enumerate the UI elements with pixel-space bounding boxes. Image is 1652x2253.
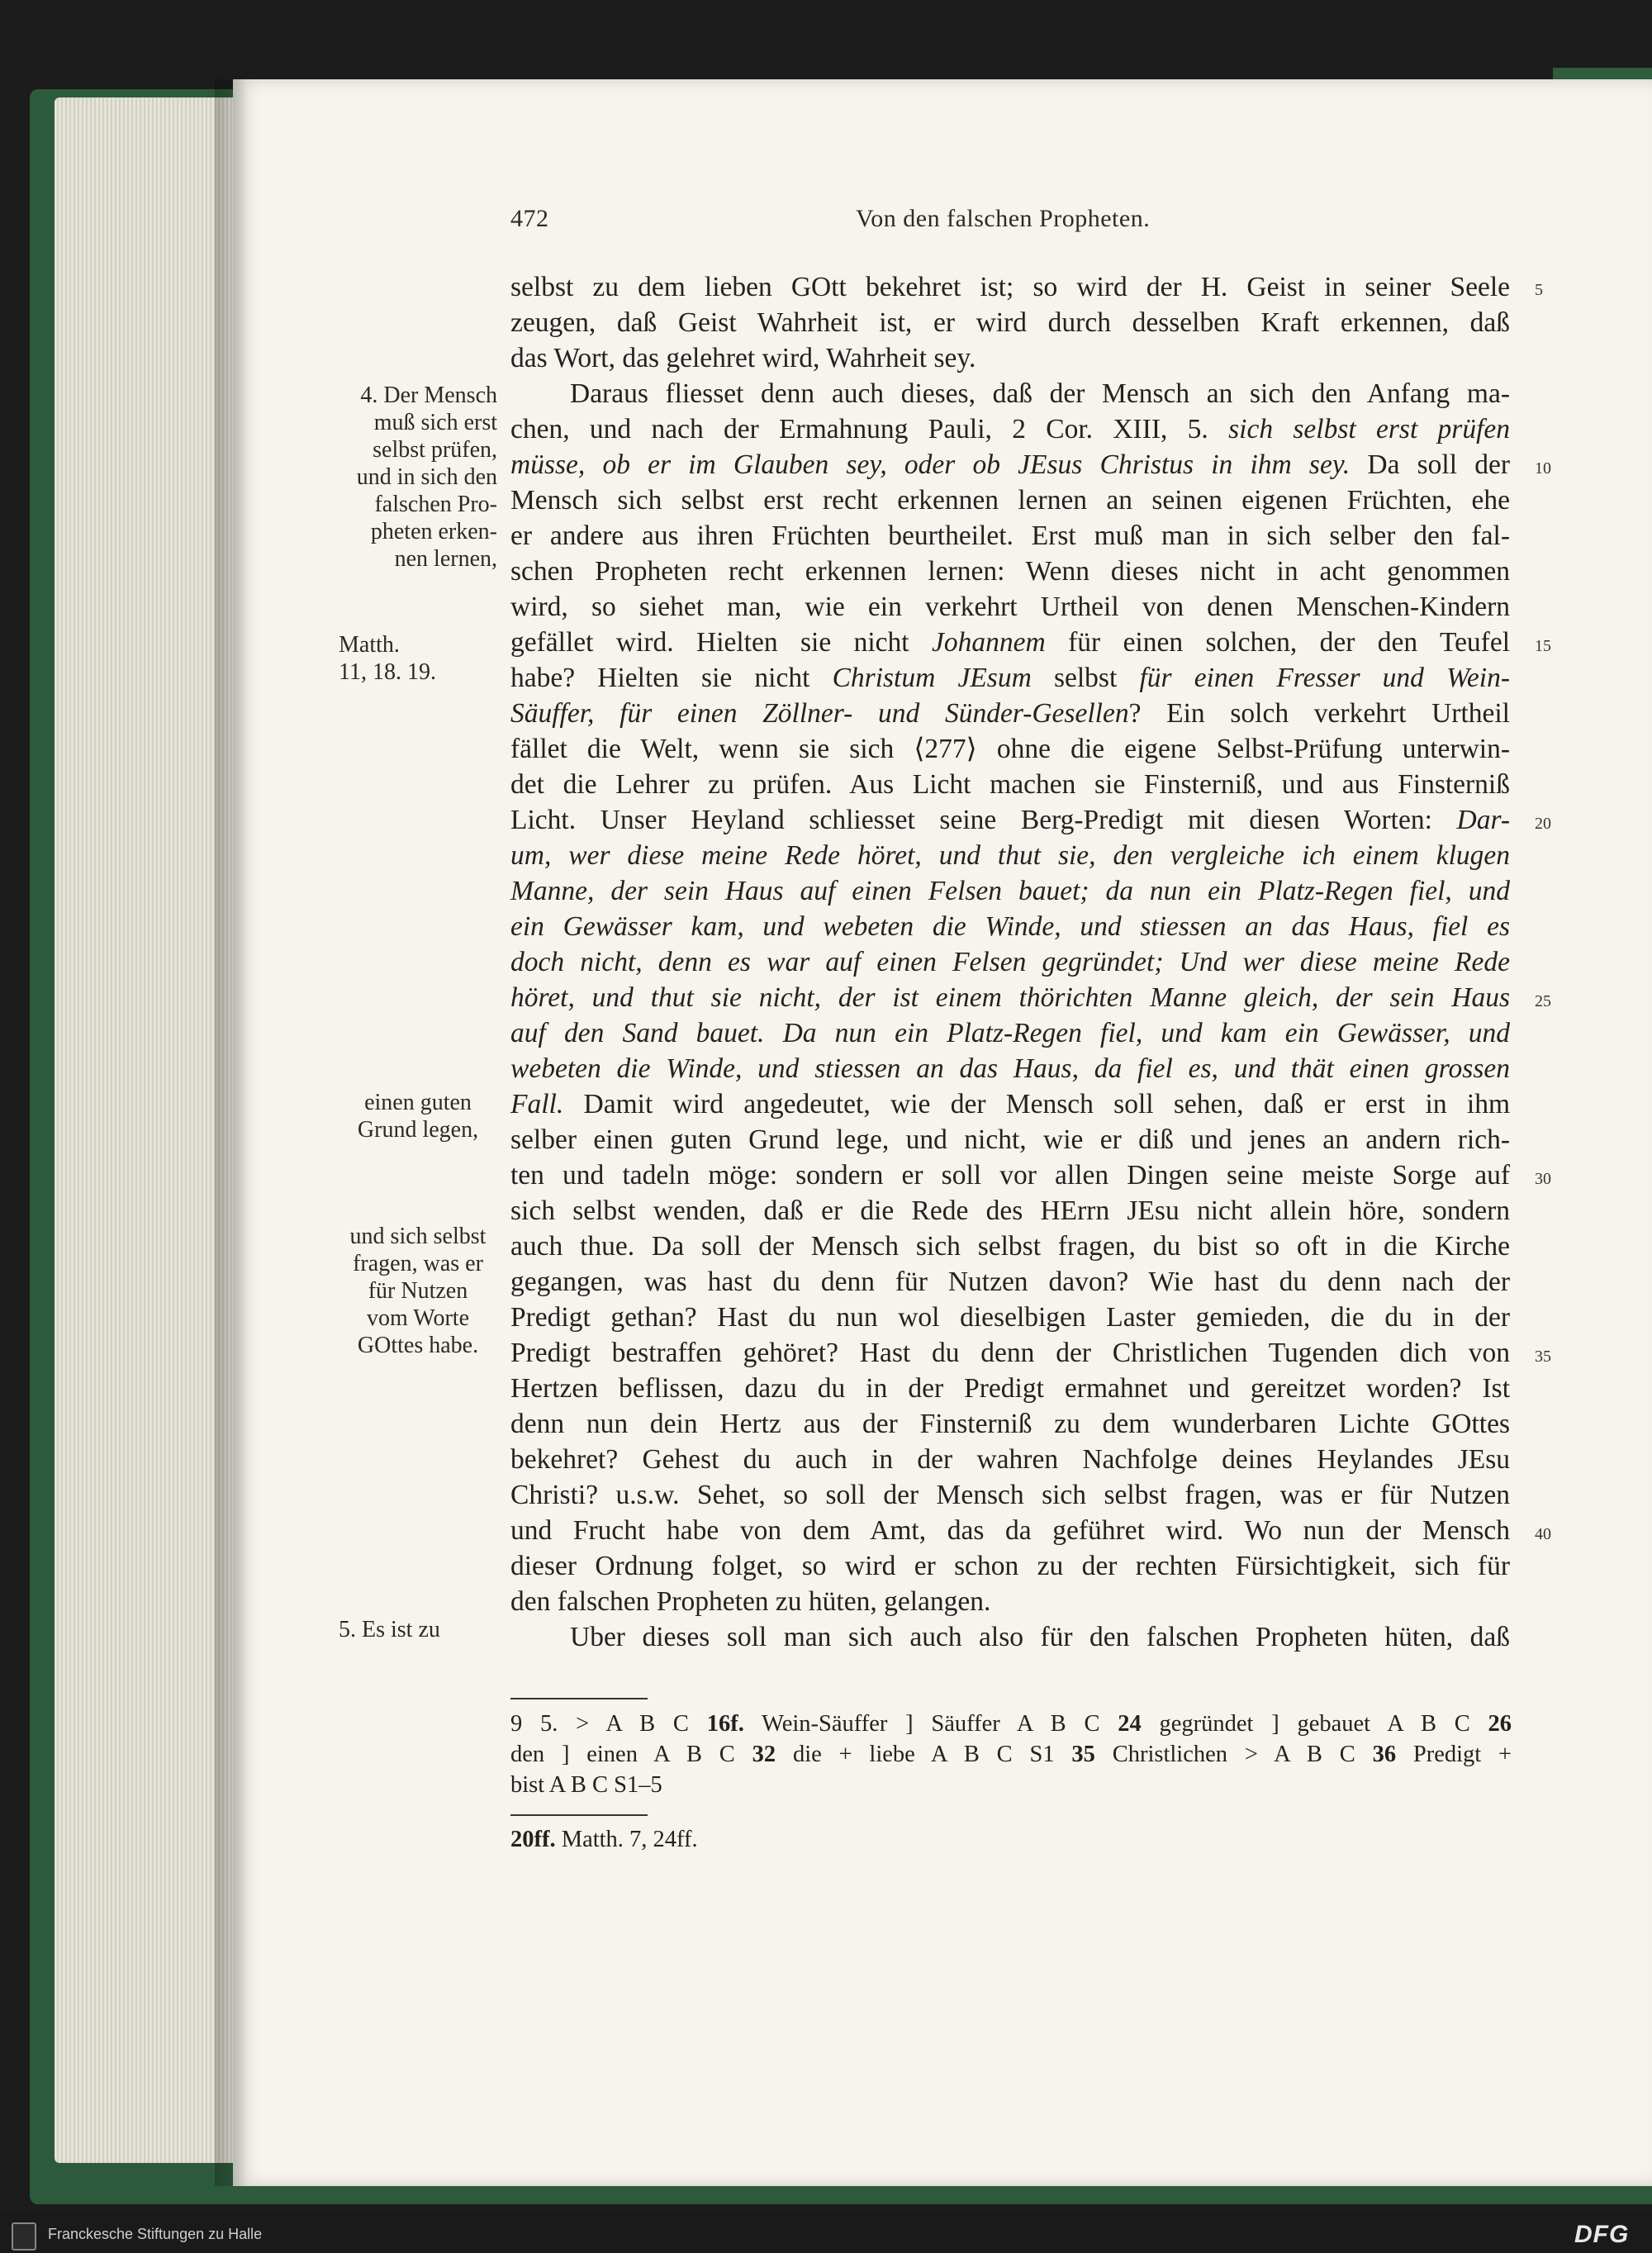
- page-number: 472: [510, 205, 549, 232]
- running-title: Von den falschen Propheten.: [856, 205, 1151, 232]
- marginal-note: einen guten Grund legen,: [357, 1090, 479, 1143]
- gutter-shadow: [215, 79, 248, 2186]
- text-line: müsse, ob er im Glauben sey, oder ob JEsus Christus in ihm sey. Da soll der: [510, 449, 1511, 480]
- main-text: [510, 269, 1510, 1655]
- line-number: 35: [1535, 1348, 1551, 1366]
- reference-line: 20ff. Matth. 7, 24ff.: [510, 1827, 698, 1852]
- text-line: gegangen, was hast du denn für Nutzen davon? Wie hast du denn nach der: [510, 1267, 1510, 1297]
- apparatus-rule: [510, 1698, 648, 1699]
- text-line: Daraus fliesset denn auch dieses, daß der Mensch an sich den Anfang ma-: [570, 378, 1510, 409]
- text-line: selbst zu dem lieben GOtt bekehret ist; so wird der H. Geist in seiner Seele: [510, 272, 1510, 302]
- text-line: schen Propheten recht erkennen lernen: Wenn dieses nicht in acht genommen: [510, 556, 1510, 587]
- dfg-logo: DFG: [1574, 2221, 1630, 2248]
- text-line: dieser Ordnung folget, so wird er schon zu der rechten Fürsichtigkeit, sich für: [510, 1551, 1510, 1581]
- text-line: und Frucht habe von dem Amt, das da geführet wird. Wo nun der Mensch: [510, 1515, 1510, 1546]
- text-line: webeten die Winde, und stiessen an das Haus, da fiel es, und thät einen grossen: [510, 1053, 1510, 1084]
- text-line: Hertzen beflissen, dazu du in der Predigt ermahnet und gereitzet worden? Ist: [510, 1373, 1510, 1404]
- text-line: doch nicht, denn es war auf einen Felsen gegründet; Und wer diese meine Rede: [510, 947, 1510, 977]
- references-rule: [510, 1814, 648, 1816]
- line-number: 5: [1535, 281, 1543, 299]
- line-number: 40: [1535, 1525, 1551, 1543]
- text-line: höret, und thut sie nicht, der ist einem thörichten Manne gleich, der sein Haus: [510, 982, 1510, 1013]
- critical-apparatus: [510, 1709, 1512, 1800]
- text-line: wird, so siehet man, wie ein verkehrt Urtheil von denen Menschen-Kindern: [510, 592, 1510, 622]
- text-line: fället die Welt, wenn sie sich ⟨277⟩ ohne die eigene Selbst-Prüfung unterwin-: [510, 734, 1510, 764]
- marginal-note: 4. Der Mensch muß sich erst selbst prüfen, und in sich den falschen Pro- pheten erken- nen lernen,: [356, 383, 497, 572]
- text-line: zeugen, daß Geist Wahrheit ist, er wird durch desselben Kraft erkennen, daß: [510, 307, 1510, 338]
- text-line: auch thue. Da soll der Mensch sich selbst fragen, du bist so oft in die Kirche: [510, 1231, 1510, 1262]
- text-line: bekehret? Gehest du auch in der wahren Nachfolge deines Heylandes JEsu: [510, 1444, 1510, 1475]
- line-number: 30: [1535, 1170, 1551, 1188]
- apparatus-line: 9 5. > A B C 16f. Wein-Säuffer ] Säuffer A B C 24 gegründet ] gebauet A B C 26: [510, 1711, 1512, 1737]
- text-line: er andere aus ihren Früchten beurtheilet. Erst muß man in sich selber den fal-: [510, 520, 1510, 551]
- text-line: sich selbst wenden, daß er die Rede des HErrn JEsu nicht allein höre, sondern: [510, 1195, 1510, 1226]
- text-line: ein Gewässer kam, und webeten die Winde, und stiessen an das Haus, fiel es: [510, 911, 1510, 942]
- text-line: das Wort, das gelehret wird, Wahrheit sey.: [510, 343, 976, 373]
- text-line: Fall. Damit wird angedeutet, wie der Mensch soll sehen, daß er erst in ihm: [510, 1089, 1511, 1119]
- text-line: den falschen Propheten zu hüten, gelangen.: [510, 1586, 991, 1617]
- text-line: gefället wird. Hielten sie nicht Johannem für einen solchen, der den Teufel: [510, 627, 1511, 658]
- text-line: det die Lehrer zu prüfen. Aus Licht machen sie Finsterniß, und aus Finsterniß: [510, 769, 1510, 800]
- text-line: Mensch sich selbst erst recht erkennen lernen an seinen eigenen Früchten, ehe: [510, 485, 1510, 516]
- line-number: 10: [1535, 459, 1551, 478]
- marginal-reference: Matth. 11, 18. 19.: [339, 632, 436, 685]
- page-edges: [55, 97, 233, 2163]
- institution-logo-icon: [12, 2222, 36, 2251]
- text-line: selber einen guten Grund lege, und nicht, wie er diß und jenes an andern rich-: [510, 1124, 1510, 1155]
- apparatus-line: den ] einen A B C 32 die + liebe A B C S1 35 Christlichen > A B C 36 Predigt +: [510, 1742, 1512, 1767]
- apparatus-line: bist A B C S1–5: [510, 1772, 662, 1798]
- text-line: Predigt gethan? Hast du nun wol dieselbigen Laster gemieden, die du in der: [510, 1302, 1510, 1333]
- text-line: um, wer diese meine Rede höret, und thut sie, den vergleiche ich einem klugen: [510, 840, 1510, 871]
- marginal-note: 5. Es ist zu: [339, 1617, 440, 1642]
- text-line: denn nun dein Hertz aus der Finsterniß zu dem wunderbaren Lichte GOttes: [510, 1409, 1510, 1439]
- marginal-note: und sich selbst fragen, was er für Nutzen vom Worte GOttes habe.: [349, 1224, 487, 1358]
- text-line: Manne, der sein Haus auf einen Felsen bauet; da nun ein Platz-Regen fiel, und: [510, 876, 1510, 906]
- text-line: ten und tadeln möge: sondern er soll vor allen Dingen seine meiste Sorge auf: [510, 1160, 1510, 1191]
- line-number: 20: [1535, 815, 1551, 833]
- line-number: 25: [1535, 992, 1551, 1010]
- line-number: 15: [1535, 637, 1551, 655]
- text-line: Uber dieses soll man sich auch also für den falschen Propheten hüten, daß: [570, 1622, 1510, 1652]
- source-references: [510, 1824, 1512, 1855]
- text-line: Säuffer, für einen Zöllner- und Sünder-Gesellen? Ein solch verkehrt Urtheil: [510, 698, 1510, 729]
- text-line: auf den Sand bauet. Da nun ein Platz-Regen fiel, und kam ein Gewässer, und: [510, 1018, 1510, 1048]
- text-line: Christi? u.s.w. Sehet, so soll der Mensch sich selbst fragen, was er für Nutzen: [510, 1480, 1510, 1510]
- text-line: Predigt bestraffen gehöret? Hast du denn der Christlichen Tugenden dich von: [510, 1338, 1510, 1368]
- text-line: habe? Hielten sie nicht Christum JEsum selbst für einen Fresser und Wein-: [510, 663, 1511, 693]
- text-line: chen, und nach der Ermahnung Pauli, 2 Cor. XIII, 5. sich selbst erst prüfen: [510, 414, 1511, 444]
- text-line: Licht. Unser Heyland schliesset seine Berg-Predigt mit diesen Worten: Dar-: [510, 805, 1511, 835]
- institution-name: Franckesche Stiftungen zu Halle: [48, 2226, 263, 2242]
